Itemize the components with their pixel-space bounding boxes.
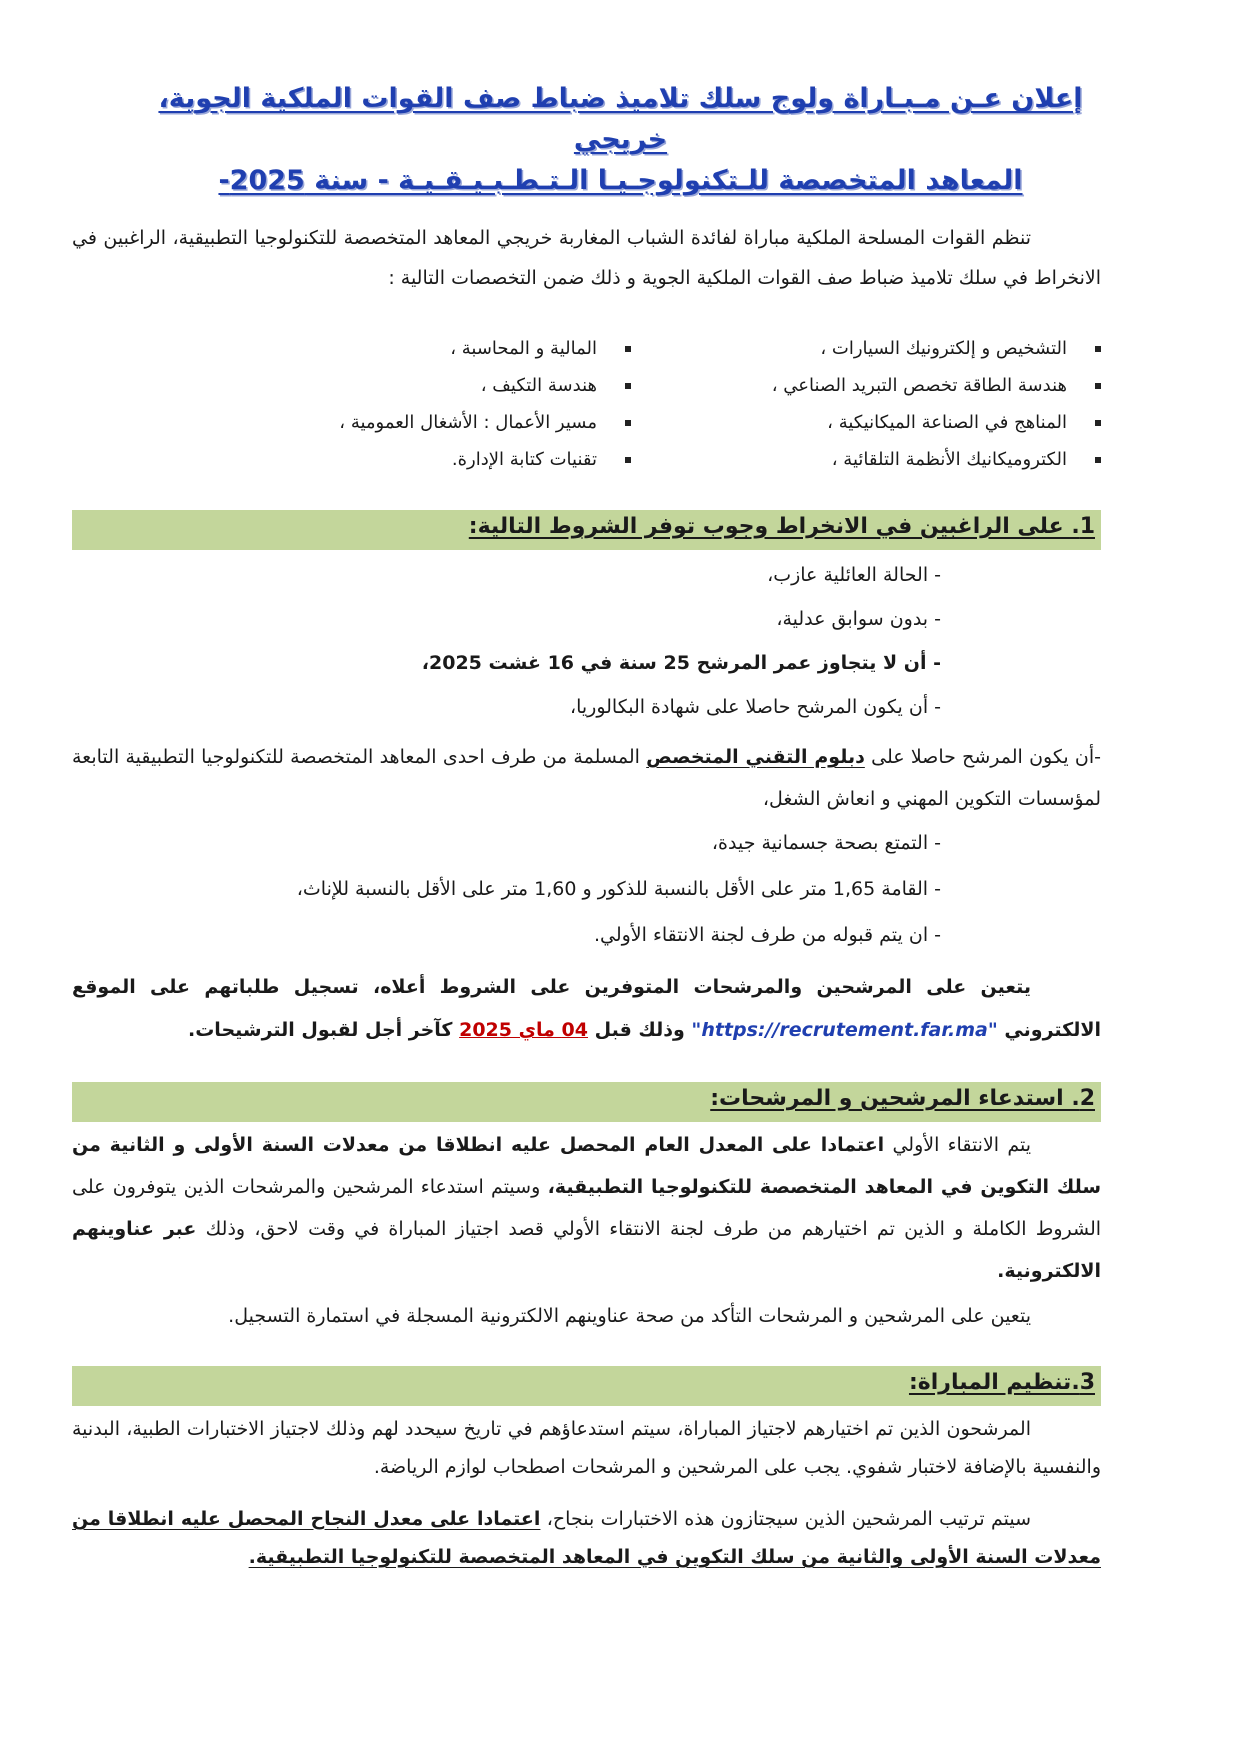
registration-link[interactable]: "https://recrutement.far.ma" <box>691 1019 998 1041</box>
specialties-list <box>200 330 1101 478</box>
condition-item: - أن لا يتجاوز عمر المرشح 25 سنة في 16 غشت 2025، <box>421 652 941 674</box>
section-2-paragraph-2: يتعين على المرشحين و المرشحات التأكد من صحة عناوينهم الالكترونية المسجلة في استمارة التسجيل. <box>228 1305 1031 1327</box>
condition-diploma: -أن يكون المرشح حاصلا على دبلوم التقني المتخصص المسلمة من طرف احدى المعاهد المتخصصة للتكنولوجيا التطبيقية التابعة لمؤسسات التكوين المهني و انعاش الشغل، <box>72 746 1101 810</box>
section-1-heading: 1. على الراغبين في الانخراط وجوب توفر الشروط التالية: <box>72 510 1101 550</box>
list-item: تقنيات كتابة الإدارة. <box>211 441 631 478</box>
bullet-icon <box>625 420 631 426</box>
section-2-heading: 2. استدعاء المرشحين و المرشحات: <box>72 1082 1101 1122</box>
intro-paragraph: تنظم القوات المسلحة الملكية مباراة لفائدة الشباب المغاربة خريجي المعاهد المتخصصة للتكنولوجيا التطبيقية، الراغبين في الانخراط في سلك تلاميذ ضباط صف القوات الملكية الجوية و ذلك ضمن التخصصات التالية : <box>72 227 1101 289</box>
condition-item: - ان يتم قبوله من طرف لجنة الانتقاء الأولي. <box>593 924 941 946</box>
bullet-icon <box>625 457 631 463</box>
bullet-icon <box>625 383 631 389</box>
list-item: مسير الأعمال : الأشغال العمومية ، <box>211 404 631 441</box>
registration-notice: يتعين على المرشحين والمرشحات المتوفرين على الشروط أعلاه، تسجيل طلباتهم على الموقع الالكتروني "https://recrutement.far.ma" وذلك قبل 04 ماي 2025 كآخر أجل لقبول الترشيحات. <box>72 976 1101 1041</box>
condition-item: - القامة 1,65 متر على الأقل بالنسبة للذكور و 1,60 متر على الأقل بالنسبة للإناث، <box>296 878 941 900</box>
bullet-icon <box>1095 420 1101 426</box>
list-item: المالية و المحاسبة ، <box>211 330 631 367</box>
title-line-1: إعلان عـن مـبـاراة ولوج سلك تلاميذ ضباط صف القوات الملكية الجوية، خريجي <box>158 83 1083 155</box>
condition-item: - أن يكون المرشح حاصلا على شهادة البكالوريا، <box>569 696 941 718</box>
condition-item: - التمتع بصحة جسمانية جيدة، <box>711 832 941 854</box>
section-2-paragraph-1: يتم الانتقاء الأولي اعتمادا على المعدل العام المحصل عليه انطلاقا من معدلات السنة الأولى و الثانية من سلك التكوين في المعاهد المتخصصة للتكنولوجيا التطبيقية، وسيتم استدعاء المرشحين والمرشحات الذين يتوفرون على الشروط الكاملة و الذين تم اختيارهم من طرف لجنة الانتقاء الأولي قصد اجتياز المباراة في وقت لاحق، وذلك عبر عناوينهم الالكترونية. <box>72 1134 1102 1282</box>
section-3-heading: 3.تنظيم المباراة: <box>72 1366 1101 1406</box>
bullet-icon <box>1095 346 1101 352</box>
list-item: هندسة الطاقة تخصص التبريد الصناعي ، <box>631 367 1101 404</box>
deadline-date: 04 ماي 2025 <box>459 1019 588 1041</box>
specialties-column-1 <box>631 330 1101 478</box>
condition-item: - الحالة العائلية عازب، <box>767 564 941 586</box>
list-item: هندسة التكيف ، <box>211 367 631 404</box>
page-title <box>150 78 1091 201</box>
list-item: الكتروميكانيك الأنظمة التلقائية ، <box>631 441 1101 478</box>
section-3-paragraph-2: سيتم ترتيب المرشحين الذين سيجتازون هذه الاختبارات بنجاح، اعتمادا على معدل النجاح المحصل عليه انطلاقا من معدلات السنة الأولى والثانية من سلك التكوين في المعاهد المتخصصة للتكنولوجيا التطبيقية. <box>72 1508 1101 1568</box>
list-item: المناهج في الصناعة الميكانيكية ، <box>631 404 1101 441</box>
condition-item: - بدون سوابق عدلية، <box>776 608 941 630</box>
list-item: التشخيص و إلكترونيك السيارات ، <box>631 330 1101 367</box>
bullet-icon <box>1095 457 1101 463</box>
bullet-icon <box>1095 383 1101 389</box>
specialties-column-2 <box>211 330 631 478</box>
section-3-paragraph-1: المرشحون الذين تم اختيارهم لاجتياز المباراة، سيتم استدعاؤهم في تاريخ سيحدد لهم وذلك لاجتياز الاختبارات الطبية، البدنية والنفسية بالإضافة لاختبار شفوي. يجب على المرشحين و المرشحات اصطحاب لوازم الرياضة. <box>72 1418 1101 1478</box>
diploma-name: دبلوم التقني المتخصص <box>646 746 865 768</box>
title-line-2: المعاهد المتخصصة للـتكنولوجـيـا الـتـطـبـيـقـيـة - سنة 2025- <box>218 165 1023 196</box>
bullet-icon <box>625 346 631 352</box>
